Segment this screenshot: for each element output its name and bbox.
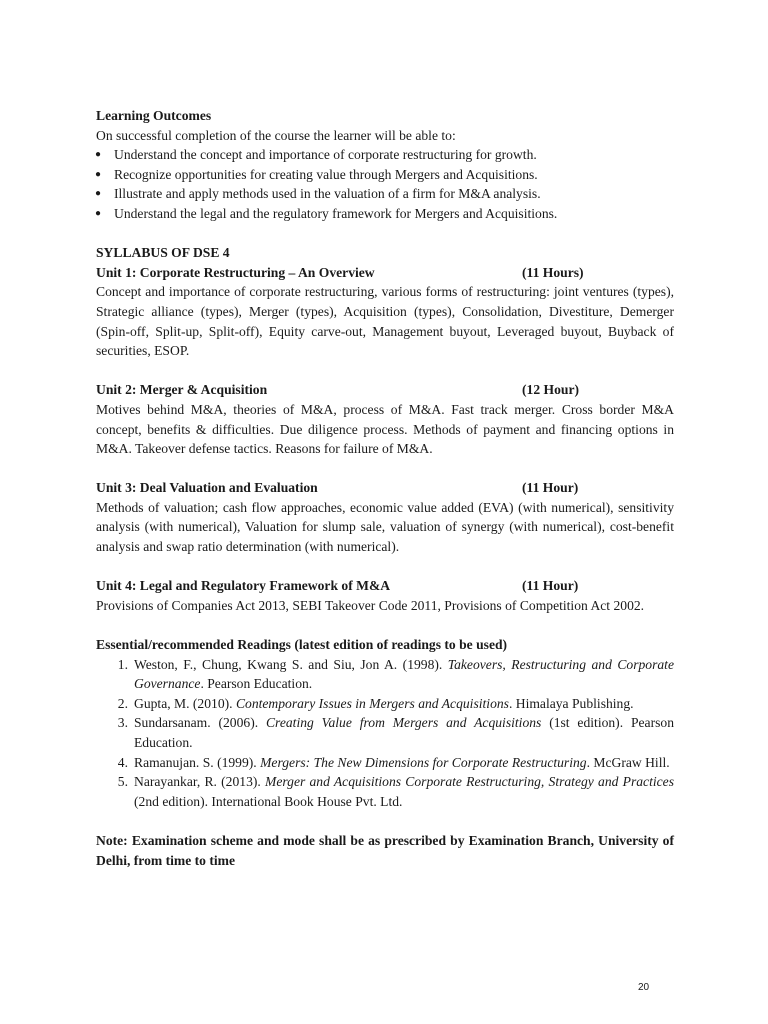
- readings-heading: Essential/recommended Readings (latest edition of readings to be used): [96, 637, 508, 653]
- unit-hours: (12 Hour): [522, 382, 580, 398]
- reading-number: 3.: [117, 715, 128, 731]
- unit-title: Unit 4: Legal and Regulatory Framework of M&A: [96, 578, 391, 594]
- learning-outcomes-list: [96, 145, 674, 223]
- readings-list: [96, 655, 674, 812]
- list-item: [96, 655, 674, 694]
- list-item: [96, 694, 674, 714]
- unit-4-body: Provisions of Companies Act 2013, SEBI Takeover Code 2011, Provisions of Competition Act 2002.: [96, 597, 645, 613]
- reading-number: 4.: [117, 754, 128, 770]
- learning-outcomes-heading: Learning Outcomes: [96, 108, 212, 123]
- list-item: [96, 772, 674, 811]
- unit-hours: (11 Hour): [522, 578, 579, 594]
- reading-text: Gupta, M. (2010). Contemporary Issues in Mergers and Acquisitions. Himalaya Publishing.: [134, 695, 634, 711]
- syllabus-heading: SYLLABUS OF DSE 4: [96, 245, 230, 261]
- learning-outcomes-intro: On successful completion of the course the learner will be able to:: [96, 127, 456, 143]
- reading-title: Takeovers, Restructuring and Corporate Governance: [134, 656, 674, 692]
- unit-title: Unit 2: Merger & Acquisition: [96, 382, 268, 398]
- unit-2-header: [96, 380, 674, 400]
- reading-title: Contemporary Issues in Mergers and Acquisitions: [235, 695, 509, 711]
- reading-title: Mergers: The New Dimensions for Corporate Restructuring: [260, 754, 587, 770]
- reading-title: Creating Value from Mergers and Acquisitions: [265, 715, 542, 731]
- unit-1-body: Concept and importance of corporate restructuring, various forms of restructuring: joint ventures (types), Strategic alliance (types), Merger (types), Acquisition (types), Consolidation, Divestiture, Demerger (Spin-off, Split-up, Split-off), Equity carve-out, Management buyout, Leveraged buyout, Buyback of securities, ESOP.: [96, 284, 674, 359]
- unit-hours: (11 Hour): [522, 480, 579, 496]
- list-item: ● Illustrate and apply methods used in the valuation of a firm for M&A analysis.: [96, 184, 674, 204]
- unit-title: Unit 3: Deal Valuation and Evaluation: [96, 480, 318, 496]
- unit-1-header: [96, 263, 674, 283]
- reading-number: 1.: [117, 656, 128, 672]
- page-number: 20: [638, 982, 650, 993]
- list-item: ● Understand the concept and importance of corporate restructuring for growth.: [96, 145, 674, 165]
- unit-title: Unit 1: Corporate Restructuring – An Overview: [96, 264, 375, 280]
- list-item: [96, 753, 674, 773]
- reading-text: Sundarsanam. (2006). Creating Value from Mergers and Acquisitions (1st edition). Pearson Education.: [134, 715, 674, 750]
- reading-title: Merger and Acquisitions Corporate Restructuring, Strategy and Practices: [265, 774, 674, 790]
- reading-text: Narayankar, R. (2013). Merger and Acquisitions Corporate Restructuring, Strategy and Practices (2nd edition). International Book House Pvt. Ltd.: [134, 774, 674, 809]
- reading-text: Ramanujan. S. (1999). Mergers: The New Dimensions for Corporate Restructuring. McGraw Hill.: [134, 754, 670, 770]
- list-item: ● Recognize opportunities for creating value through Mergers and Acquisitions.: [96, 165, 674, 185]
- list-item: ● Understand the legal and the regulatory framework for Mergers and Acquisitions.: [96, 204, 674, 224]
- reading-number: 5.: [117, 774, 128, 790]
- unit-3-body: Methods of valuation; cash flow approaches, economic value added (EVA) (with numerical), sensitivity analysis (with numerical), Valuation for slump sale, valuation of synergy (with numerical), cost-benefit analysis and swap ratio determination (with numerical).: [96, 499, 674, 555]
- unit-hours: (11 Hours): [522, 264, 584, 280]
- examination-note: Note: Examination scheme and mode shall be as prescribed by Examination Branch, University of Delhi, from time to time: [96, 832, 674, 868]
- reading-number: 2.: [117, 695, 128, 711]
- list-item: [96, 713, 674, 752]
- document-page: [96, 106, 674, 870]
- unit-3-header: [96, 478, 674, 498]
- unit-2-body: Motives behind M&A, theories of M&A, process of M&A. Fast track merger. Cross border M&A concept, benefits & difficulties. Due diligence process. Methods of payment and financing options in M&A. Takeover defense tactics. Reasons for failure of M&A.: [96, 401, 674, 457]
- unit-4-header: [96, 576, 674, 596]
- reading-text: Weston, F., Chung, Kwang S. and Siu, Jon A. (1998). Takeovers, Restructuring and Corporate Governance. Pearson Education.: [134, 656, 674, 692]
